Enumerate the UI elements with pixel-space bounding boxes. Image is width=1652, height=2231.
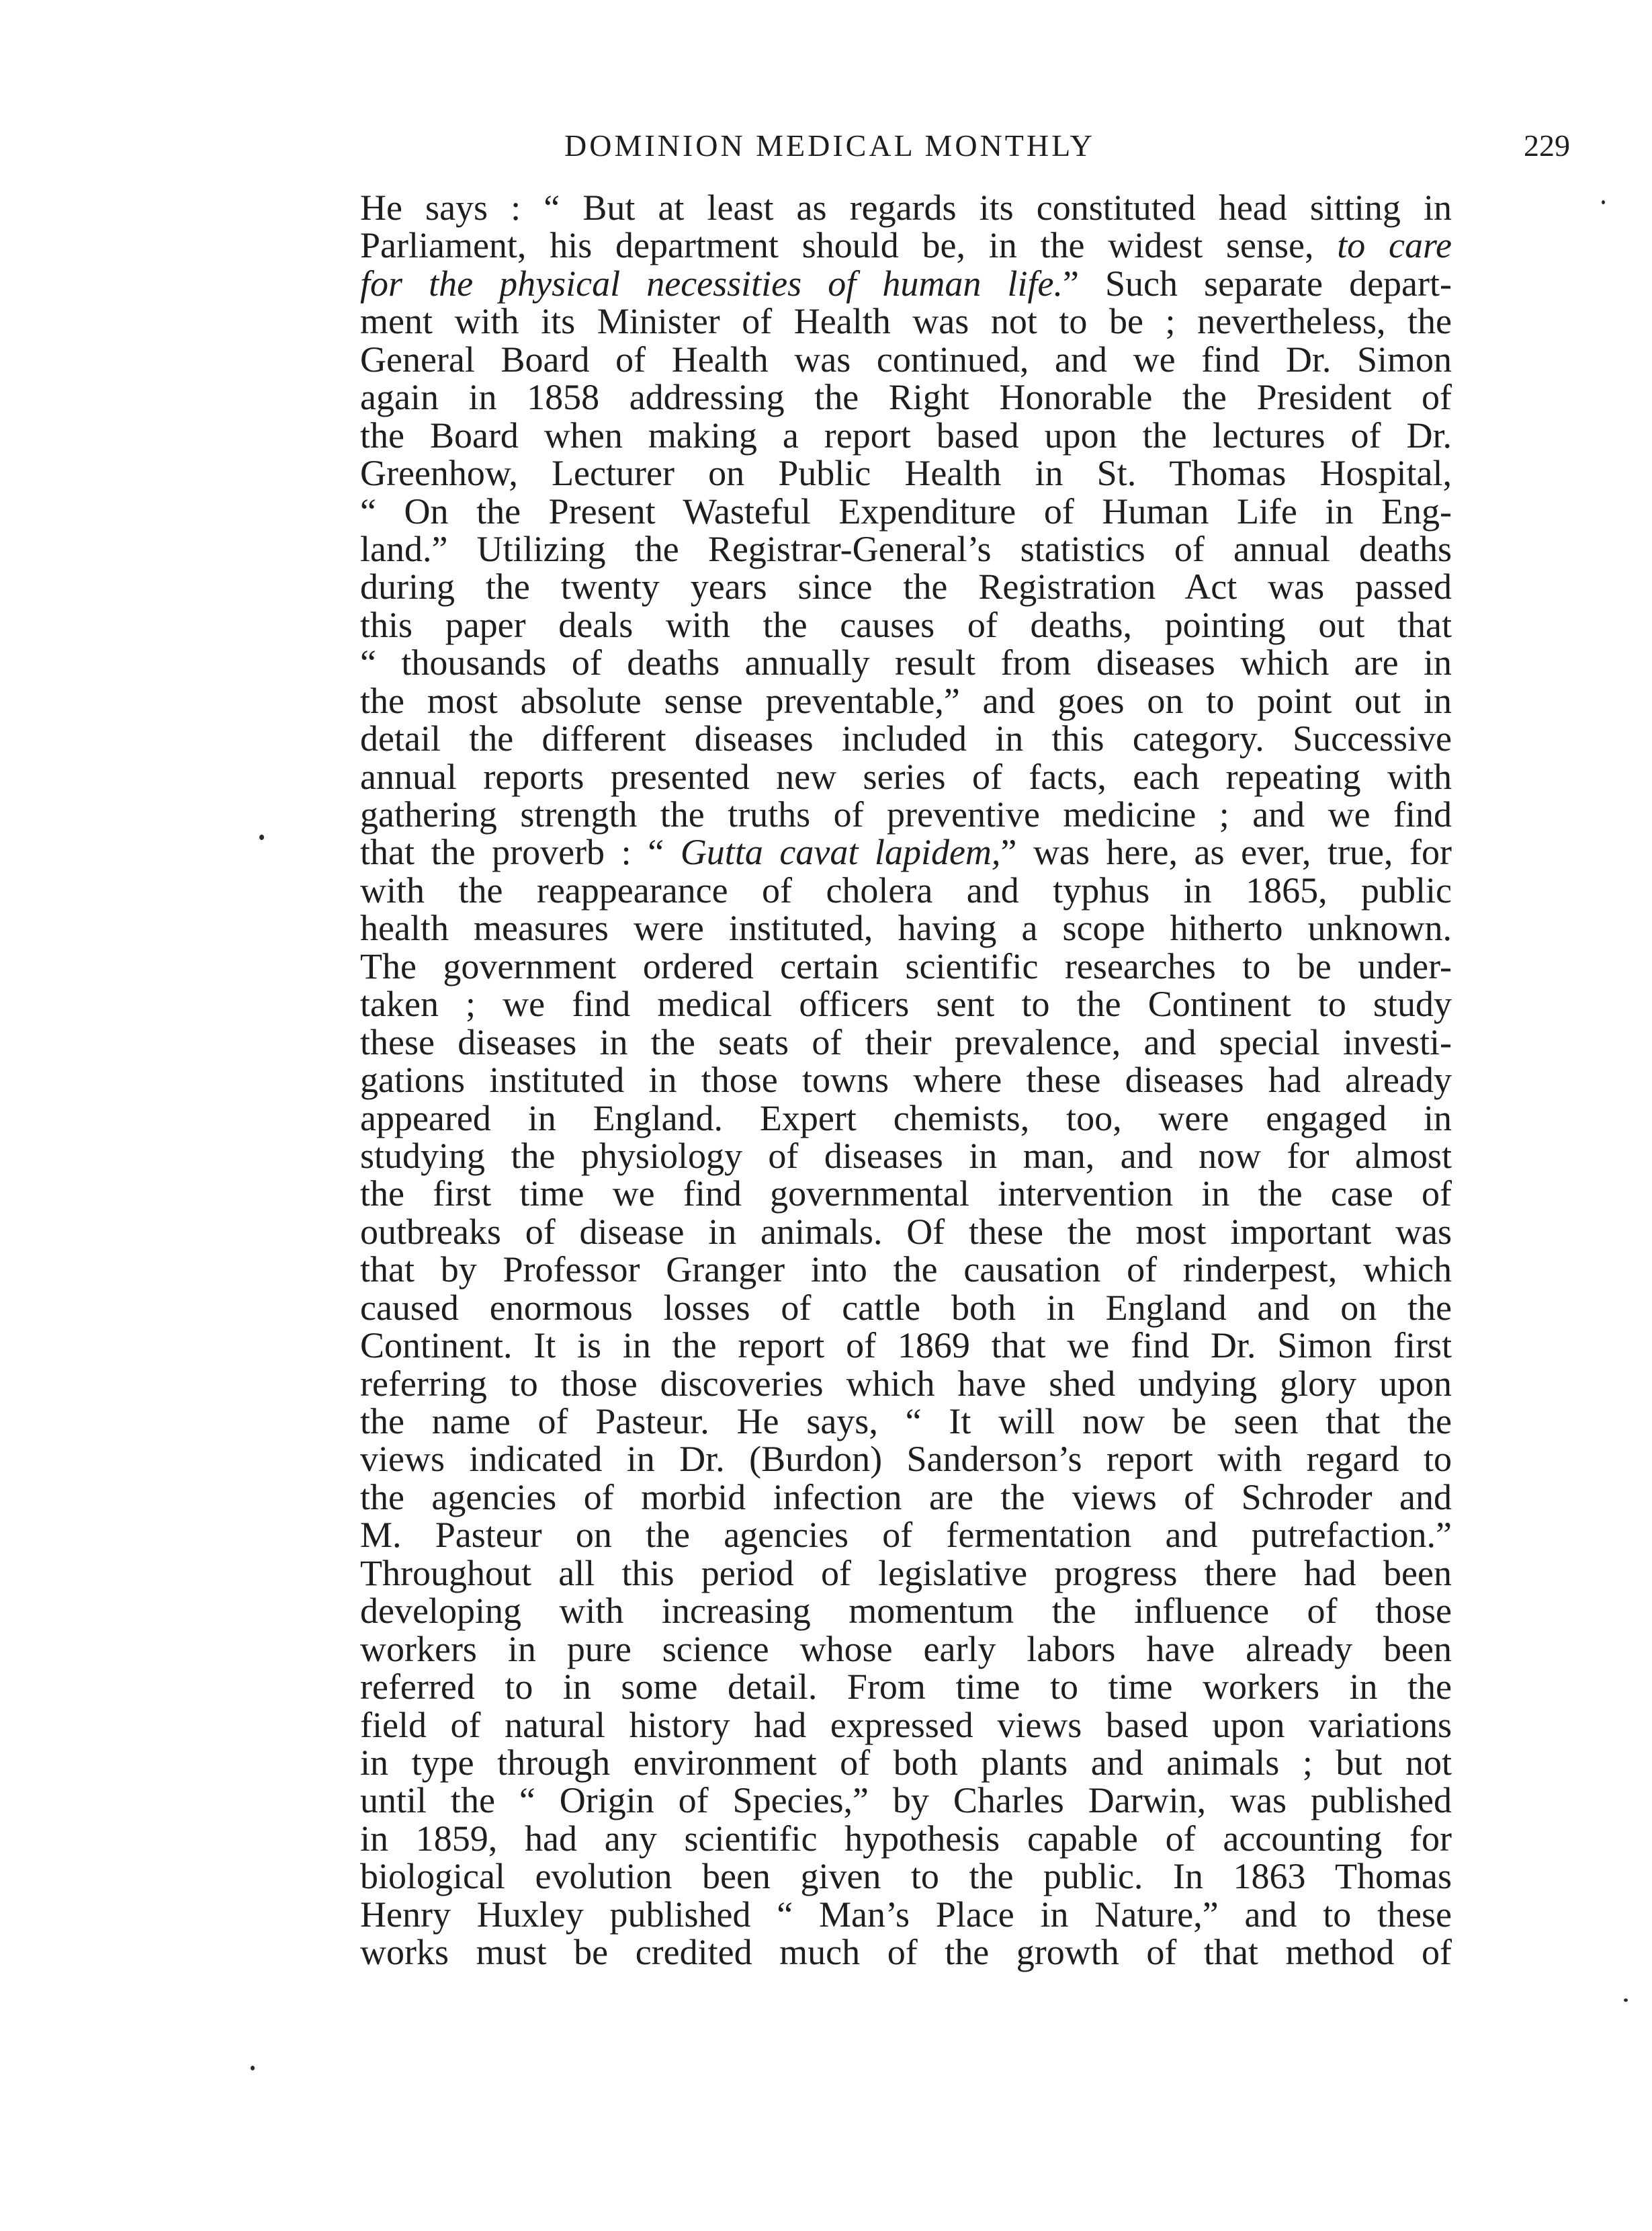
text-line <box>360 1630 1452 1668</box>
body-text <box>360 189 1452 1972</box>
text-segment: views indicated in Dr. (Burdon) Sanderson’s report with regard to <box>360 1439 1452 1480</box>
text-segment: in 1859, had any scientific hypothesis capable of accounting for <box>360 1818 1452 1859</box>
text-line <box>360 720 1452 757</box>
text-segment: ” Such separate depart- <box>1062 263 1452 304</box>
text-line <box>360 1289 1452 1327</box>
text-line <box>360 1706 1452 1744</box>
text-segment: again in 1858 addressing the Right Honorable the President of <box>360 377 1452 418</box>
text-segment: gathering strength the truths of preventive medicine ; and we find <box>360 794 1452 835</box>
text-segment: works must be credited much of the growth of that method of <box>360 1932 1452 1973</box>
text-segment: in type through environment of both plants and animals ; but not <box>360 1742 1452 1783</box>
text-segment: detail the different diseases included in this category. Successive <box>360 718 1452 759</box>
text-segment: Greenhow, Lecturer on Public Health in St. Thomas Hospital, <box>360 453 1452 494</box>
text-line <box>360 378 1452 416</box>
text-line <box>360 1781 1452 1819</box>
text-line <box>360 341 1452 378</box>
text-line <box>360 872 1452 909</box>
text-line <box>360 1592 1452 1630</box>
text-line <box>360 1365 1452 1402</box>
text-line <box>360 1099 1452 1137</box>
text-line <box>360 1327 1452 1364</box>
text-segment: taken ; we find medical officers sent to the Continent to study <box>360 984 1452 1025</box>
text-segment: He says : “ But at least as regards its constituted head sitting in <box>360 187 1452 228</box>
page-number: 229 <box>1524 128 1570 163</box>
text-line <box>360 568 1452 605</box>
text-segment: health measures were instituted, having a scope hitherto unknown. <box>360 908 1452 949</box>
text-segment: “ thousands of deaths annually result from diseases which are in <box>360 642 1452 683</box>
text-segment: ment with its Minister of Health was not to be ; nevertheless, the <box>360 301 1452 342</box>
text-line <box>360 758 1452 796</box>
text-line <box>360 796 1452 833</box>
text-segment: workers in pure science whose early labors have already been <box>360 1628 1452 1669</box>
text-segment: studying the physiology of diseases in man, and now for almost <box>360 1135 1452 1176</box>
text-line <box>360 1516 1452 1554</box>
text-segment: referred to in some detail. From time to time workers in the <box>360 1667 1452 1708</box>
text-segment: biological evolution been given to the public. In 1863 Thomas <box>360 1856 1452 1897</box>
text-segment: the most absolute sense preventable,” and goes on to point out in <box>360 680 1452 721</box>
italic-text-segment: for the physical necessities of human life. <box>360 263 1063 304</box>
text-line <box>360 1440 1452 1478</box>
text-segment: the Board when making a report based upon the lectures of Dr. <box>360 415 1452 456</box>
text-segment: General Board of Health was continued, and we find Dr. Simon <box>360 339 1452 380</box>
running-head-title: DOMINION MEDICAL MONTHLY <box>564 128 1095 163</box>
text-line <box>360 1668 1452 1706</box>
text-segment: land.” Utilizing the Registrar-General’s statistics of annual deaths <box>360 528 1452 569</box>
text-segment: that the proverb : “ <box>360 832 681 873</box>
text-segment: M. Pasteur on the agencies of fermentation and putrefaction.” <box>360 1515 1452 1556</box>
text-line <box>360 945 1452 986</box>
text-segment: outbreaks of disease in animals. Of these the most important was <box>360 1211 1452 1252</box>
text-line <box>360 644 1452 681</box>
text-line <box>360 606 1452 644</box>
text-segment: developing with increasing momentum the influence of those <box>360 1591 1452 1632</box>
scan-speck <box>1602 200 1605 204</box>
text-segment: The government ordered certain scientific researches to be under- <box>360 945 1452 986</box>
text-segment: caused enormous losses of cattle both in England and on the <box>360 1287 1452 1328</box>
text-line <box>360 1061 1452 1099</box>
text-segment: referring to those discoveries which have shed undying glory upon <box>360 1363 1452 1404</box>
text-segment: the name of Pasteur. He says, “ It will now be seen that the <box>360 1401 1452 1441</box>
text-line <box>360 1933 1452 1971</box>
text-segment: during the twenty years since the Registration Act was passed <box>360 566 1452 607</box>
text-segment: Throughout all this period of legislative progress there had been <box>360 1552 1452 1593</box>
text-line <box>360 226 1452 264</box>
text-line <box>360 1554 1452 1592</box>
text-segment: Parliament, his department should be, in the widest sense, <box>360 225 1338 266</box>
text-segment: the agencies of morbid infection are the views of Schroder and <box>360 1476 1452 1517</box>
text-line <box>360 1820 1452 1857</box>
text-line <box>360 1213 1452 1251</box>
text-segment: these diseases in the seats of their prevalence, and special investi- <box>360 1021 1452 1062</box>
text-segment: annual reports presented new series of facts, each repeating with <box>360 756 1452 797</box>
text-line <box>360 530 1452 568</box>
text-line <box>360 1137 1452 1175</box>
text-line <box>360 1402 1452 1440</box>
text-segment: field of natural history had expressed views based upon variations <box>360 1704 1452 1745</box>
text-segment: Henry Huxley published “ Man’s Place in Nature,” and to these <box>360 1894 1452 1935</box>
italic-text-segment: Gutta cavat lapidem, <box>680 832 1001 873</box>
text-line <box>360 833 1452 871</box>
text-segment: this paper deals with the causes of deaths, pointing out that <box>360 604 1452 645</box>
text-line <box>360 189 1452 226</box>
text-segment: with the reappearance of cholera and typhus in 1865, public <box>360 870 1452 911</box>
scan-speck <box>1624 1998 1628 2002</box>
scan-speck <box>259 835 264 840</box>
text-line <box>360 265 1452 302</box>
text-line <box>360 1175 1452 1212</box>
text-line <box>360 1744 1452 1781</box>
text-segment: the first time we find governmental intervention in the case of <box>360 1173 1452 1214</box>
text-segment: until the “ Origin of Species,” by Charles Darwin, was published <box>360 1780 1452 1821</box>
text-segment: gations instituted in those towns where these diseases had already <box>360 1060 1452 1101</box>
text-line <box>360 682 1452 720</box>
text-line <box>360 1857 1452 1895</box>
text-line <box>360 454 1452 492</box>
text-line <box>360 985 1452 1023</box>
text-line <box>360 302 1452 340</box>
text-segment: Continent. It is in the report of 1869 that we find Dr. Simon first <box>360 1325 1452 1366</box>
italic-text-segment: to care <box>1337 225 1452 266</box>
text-line <box>360 493 1452 530</box>
scan-speck <box>251 2066 255 2070</box>
text-segment: “ On the Present Wasteful Expenditure of Human Life in Eng- <box>360 491 1452 532</box>
text-segment: that by Professor Granger into the causation of rinderpest, which <box>360 1249 1452 1290</box>
text-line <box>360 1478 1452 1516</box>
text-segment: ” was here, as ever, true, for <box>1000 832 1452 873</box>
text-line <box>360 1023 1452 1061</box>
text-segment: appeared in England. Expert chemists, too, were engaged in <box>360 1097 1452 1138</box>
text-line <box>360 1251 1452 1288</box>
text-line <box>360 909 1452 947</box>
text-line <box>360 1896 1452 1933</box>
text-line <box>360 417 1452 454</box>
